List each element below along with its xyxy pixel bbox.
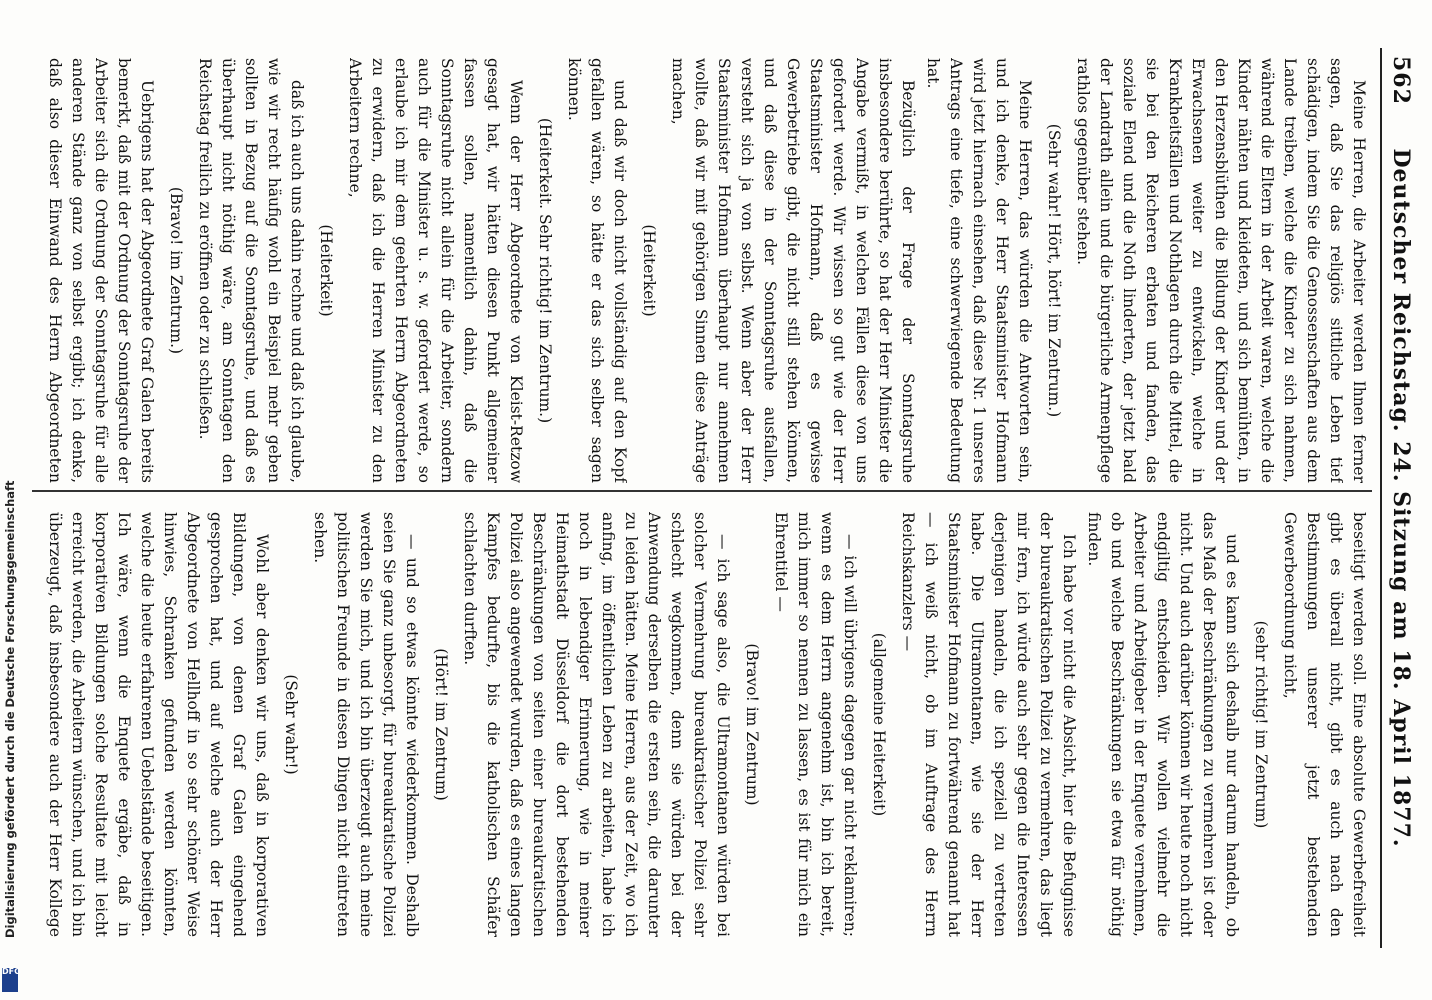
paragraph: Ich habe vor nicht die Absicht, hier die Befugnisse der bureaukratischen Polizei zu vermehren, das liegt mir fern, ich würde auch sehr gegen die Interessen derjenigen handeln, die ich speziell zu vertreten habe. Die Ultramontanen, wie sie der Herr Staatsminister Hofmann zu fortwährend genannt hat — ich weiß nicht, ob im Auftrage des Herrn Reichskanzlers — [899,512,1078,937]
paragraph: — ich will übrigens dagegen gar nicht reklamiren; wenn es dem Herrn angenehm ist, bin ich bereit, mich immer so nennen zu lassen, es ist für mich ein Ehrentitel — [772,512,859,937]
interjection: (Sehr wahr!) [282,674,300,775]
dfg-logo [2,967,21,992]
paragraph: Bezüglich der Frage der Sonntagsruhe insbesondere berührte, so hat der Herr Minister die Angabe vermißt, in welchen Fällen diese von uns gefordert werde. Wir wissen so gut wie der Herr Staatsminister Hofmann, daß es gewisse Gewerbetriebe gibt, die nicht still stehen können, und daß diese in der Sonntagsruhe ausfallen, versteht sich ja von selbst. Wenn aber der Herr Staatsminister Hofmann überhaupt nur annehmen wollte, daß wir mit gehörigen Sinnen diese Anträge machen, [669,58,917,483]
paragraph: — und so etwas könnte wiederkommen. Deshalb seien Sie ganz unbesorgt, für bureaukratische Polizei werden Sie mich, und ich bin überzeugt auch meine politischen Freunde in diesen Dingen nicht eintreten sehen. [311,512,421,937]
interjection: (Bravo! im Zentrum) [743,643,761,806]
paragraph: beseitigt werden soll. Eine absolute Gewerbefreiheit gibt es überall nicht, gibt es auch nach den Bestimmungen unserer jetzt bestehenden Gewerbeordnung nicht, [1281,512,1368,937]
interjection: (sehr richtig! im Zentrum) [1252,620,1270,829]
paragraph: Meine Herren, die Arbeiter werden Ihnen ferner sagen, daß Sie das religiös sittliche Leben tief schädigen, indem Sie die Genossenschaften aus dem Lande treiben, welche die Kinder zu sich nahmen, während die Eltern in der Arbeit waren, welche die Kinder nähten und kleideten, und sich bemühten, in den Herzensblüthen die Bildung der Kinder und der Erwachsenen weiter zu entwickeln, welche in Krankheitsfällen und Nothlagen durch die Mittel, die sie bei den Reicheren erbaten und fanden, das soziale Elend und die Noth linderten, der jetzt bald der Landrath allein und die bürgerliche Armenpflege rathlos gegenüber stehen. [1074,58,1368,483]
interjection: (Heiterkeit. Sehr richtig! im Zentrum.) [536,117,554,424]
right-text-column [40,512,1370,937]
column-divider [32,490,1372,492]
footer-strip [0,0,20,1000]
page-number: 562 [1388,56,1414,105]
paragraph: Wohl aber denken wir uns, daß in korporativen Bildungen, von denen Graf Galen eingehend gesprochen hat, und auf welche auch der Herr Abgeordnete von Hellhoff in so sehr schöner Weise hinwies, Schranken gefunden werden könnten, welche die heute erfahrenen Uebelstände beseitigen. Ich wäre, wenn die Enquete ergäbe, daß in korporativen Bildungen solche Resultate mit leicht erreicht werden, die Arbeitern wünschen, und ich bin überzeugt, daß insbesondere auch der Herr Kollege [46,512,271,937]
interjection: (Heiterkeit) [640,224,658,317]
interjection: (Sehr wahr! Hört, hört! im Zentrum.) [1045,123,1063,418]
paragraph: und daß wir doch nicht vollständig auf den Kopf gefallen wären, so hätte er das sich selber sagen können. [565,58,629,483]
paragraph: und es kann sich deshalb nur darum handeln, ob das Maß der Beschränkungen zu vermehren ist oder nicht. Und auch darüber können wir heute noch nicht endgiltig entscheiden. Wir wollen vielmehr die Arbeiter und Arbeitgeber in der Enquete vernehmen, ob und welche Beschränkungen sie etwa für nöthig finden. [1085,512,1241,937]
interjection: (Heiterkeit) [317,224,335,317]
page-header [1380,48,1416,948]
paragraph: Meine Herren, das würden die Antworten sein, und ich denke, der Herr Staatsminister Hofmann wird jetzt hiernach einsehen, daß diese Nr. 1 unseres Antrags eine tiefe, eine schwerwiegende Bedeutung hat. [924,58,1034,483]
left-text-column [40,58,1370,483]
paragraph: Uebrigens hat der Abgeordnete Graf Galen bereits bemerkt, daß mit der Ordnung der Sonntagsruhe der Arbeiter sich die Ordnung der Sonntagsruhe für alle anderen Stände ganz von selbst ergibt; ich denke, daß also dieser Einwand des Herrn Abgeordneten [46,58,156,483]
dfg-logo-text: DFG [2,967,21,976]
paragraph: — ich sage also, die Ultramontanen würden bei solcher Vermehrung bureaukratischer Polizei sehr schlecht wegkommen, denn sie würden bei der Anwendung derselben die ersten sein, die darunter zu leiden hätten. Meine Herren, aus der Zeit, wo ich anfing, im öffentlichen Leben zu arbeiten, habe ich noch in lebendiger Erinnerung, wie in meiner Heimathstadt Düsseldorf die dort bestehenden Beschränkungen von seiten einer bureaukratischen Polizei also angewendet wurden, daß es eines langen Kampfes bedurfte, bis die katholischen Schäfer schlachten durften. [461,512,732,937]
interjection: (Hört! im Zentrum) [432,648,450,801]
interjection: (allgemeine Heiterkeit) [870,632,888,817]
interjection: (Bravo! im Zentrum.) [167,186,185,355]
page-title: Deutscher Reichstag. 24. Sitzung am 18. April 1877. [1388,148,1414,848]
paragraph: daß ich auch uns dahin rechne und daß ich glaube, wie wir recht häufig wohl ein Beispiel mehr geben sollten in Bezug auf die Sonntagsruhe, und daß es überhaupt nicht nöthig wäre, am Sonntagen den Reichstag freilich zu eröffnen oder zu schließen. [196,58,306,483]
paragraph: Wenn der Herr Abgeordnete von Kleist-Retzow gesagt hat, wir hätten diesen Punkt allgemeiner fassen sollen, namentlich dahin, daß die Sonntagsruhe nicht allein für die Arbeiter, sondern auch für die Minister u. s. w. gefordert werde, so erlaube ich mir dem geehrten Herrn Abgeordneten zu erwidern, daß ich die Herren Minister zu den Arbeitern rechne, [346,58,525,483]
digitization-credit: Digitalisierung gefördert durch die Deutsche Forschungsgemeinschaft [3,480,17,938]
